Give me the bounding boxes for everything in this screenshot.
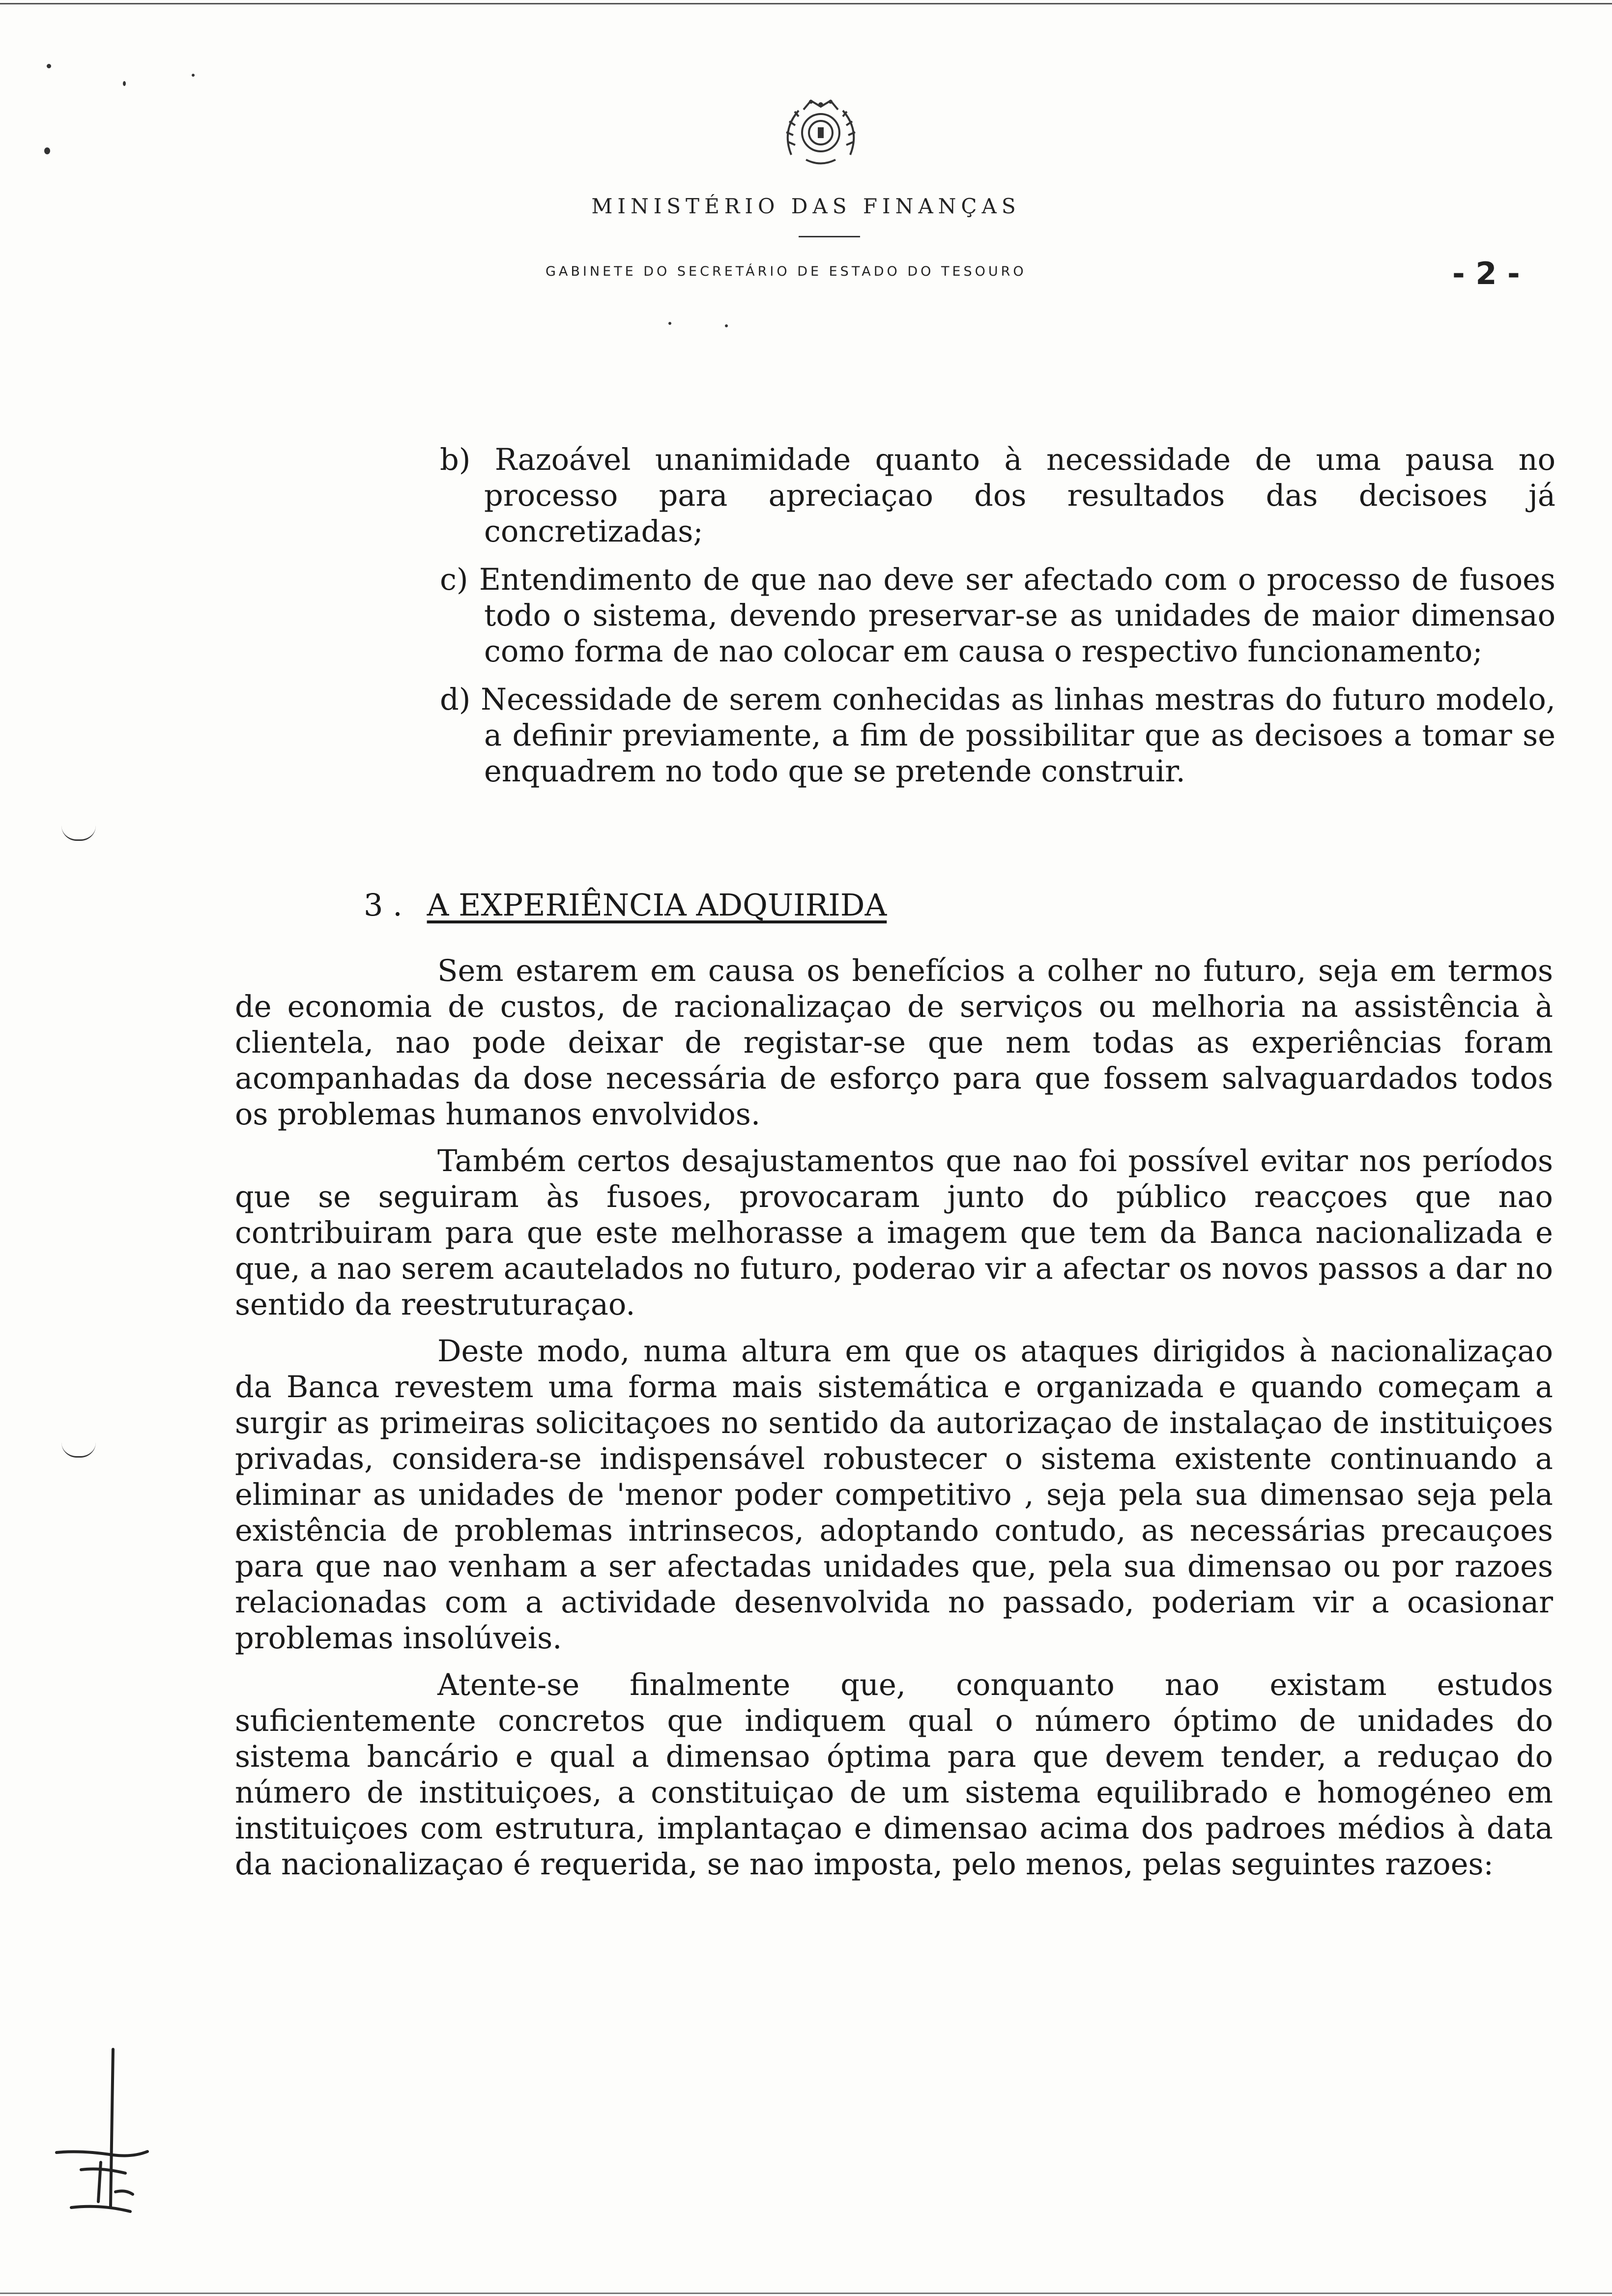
list-item-d: d) Necessidade de serem conhecidas as linhas mestras do futuro modelo, a definir previamente, a fim de possibilitar que as decisoes a tomar se enquadrem no todo que se pretende construir. [440, 683, 1555, 789]
scan-speck [47, 64, 51, 68]
paragraph: Também certos desajustamentos que nao foi possível evitar nos períodos que se seguiram às fusoes, provocaram junto do público reacçoes que nao contribuiram para que este melhorasse a imagem que tem da Banca nacionalizada e que, a nao serem acautelados no futuro, poderao vir a afectar os novos passos a dar no sentido da reestruturaçao. [235, 1144, 1553, 1322]
section-title: A EXPERIÊNCIA ADQUIRIDA [427, 887, 887, 923]
cabinet-name: GABINETE DO SECRETÁRIO DE ESTADO DO TESOURO [546, 264, 1027, 279]
section-heading [364, 887, 887, 923]
paragraph: Deste modo, numa altura em que os ataques dirigidos à nacionalizaçao da Banca revestem uma forma mais sistemática e organizada e quando começam a surgir as primeiras solicitaçoes no sentido da autorizaçao de instalaçao de instituiçoes privadas, considera-se indispensável robustecer o sistema existente continuando a eliminar as unidades de 'menor poder competitivo , seja pela sua dimensao seja pela existência de problemas intrinsecos, adoptando contudo, as necessárias precauçoes para que nao venham a ser afectadas unidades que, pela sua dimensao ou por razoes relacionadas com a actividade desenvolvida no passado, poderiam vir a ocasionar problemas insolúveis. [235, 1334, 1553, 1656]
body-text [235, 953, 1553, 1894]
page-number: - 2 - [1452, 256, 1520, 291]
item-list [440, 442, 1555, 802]
scan-speck [44, 147, 50, 154]
paragraph: Sem estarem em causa os benefícios a colher no futuro, seja em termos de economia de custos, de racionalizaçao de serviços ou melhoria na assistência à clientela, nao pode deixar de registar-se que nem todas as experiências foram acompanhadas da dose necessária de esforço para que fossem salvaguardados todos os problemas humanos envolvidos. [235, 954, 1553, 1132]
paragraph: Atente-se finalmente que, conquanto nao existam estudos suficientemente concretos que indiquem qual o número óptimo de unidades do sistema bancário e qual a dimensao óptima para que devem tender, a reduçao do número de instituiçoes, a constituiçao de um sistema equilibrado e homogéneo em instituiçoes com estrutura, implantaçao e dimensao acima dos padroes médios à data da nacionalizaçao é requerida, se nao imposta, pelo menos, pelas seguintes razoes: [235, 1668, 1553, 1882]
header-divider [799, 236, 860, 237]
scan-speck [668, 322, 671, 325]
scan-speck [192, 74, 195, 77]
handwritten-initials [52, 2044, 160, 2226]
list-item-b: b) Razoável unanimidade quanto à necessidade de uma pausa no processo para apreciaçao dos resultados das decisoes já concretizadas; [440, 443, 1555, 549]
scan-speck [725, 324, 728, 327]
list-item-c: c) Entendimento de que nao deve ser afectado com o processo de fusoes todo o sistema, devendo preservar-se as unidades de maior dimensao como forma de nao colocar em causa o respectivo funcionamento; [440, 563, 1555, 669]
coat-of-arms-icon [777, 96, 865, 170]
scan-speck [123, 81, 126, 86]
bottom-edge-rule [0, 2293, 1612, 2294]
section-number: 3 . [364, 887, 403, 923]
top-edge-rule [0, 3, 1612, 4]
margin-hole-mark [61, 826, 96, 841]
margin-hole-mark [61, 1442, 96, 1458]
ministry-name: MINISTÉRIO DAS FINANÇAS [591, 194, 1021, 218]
